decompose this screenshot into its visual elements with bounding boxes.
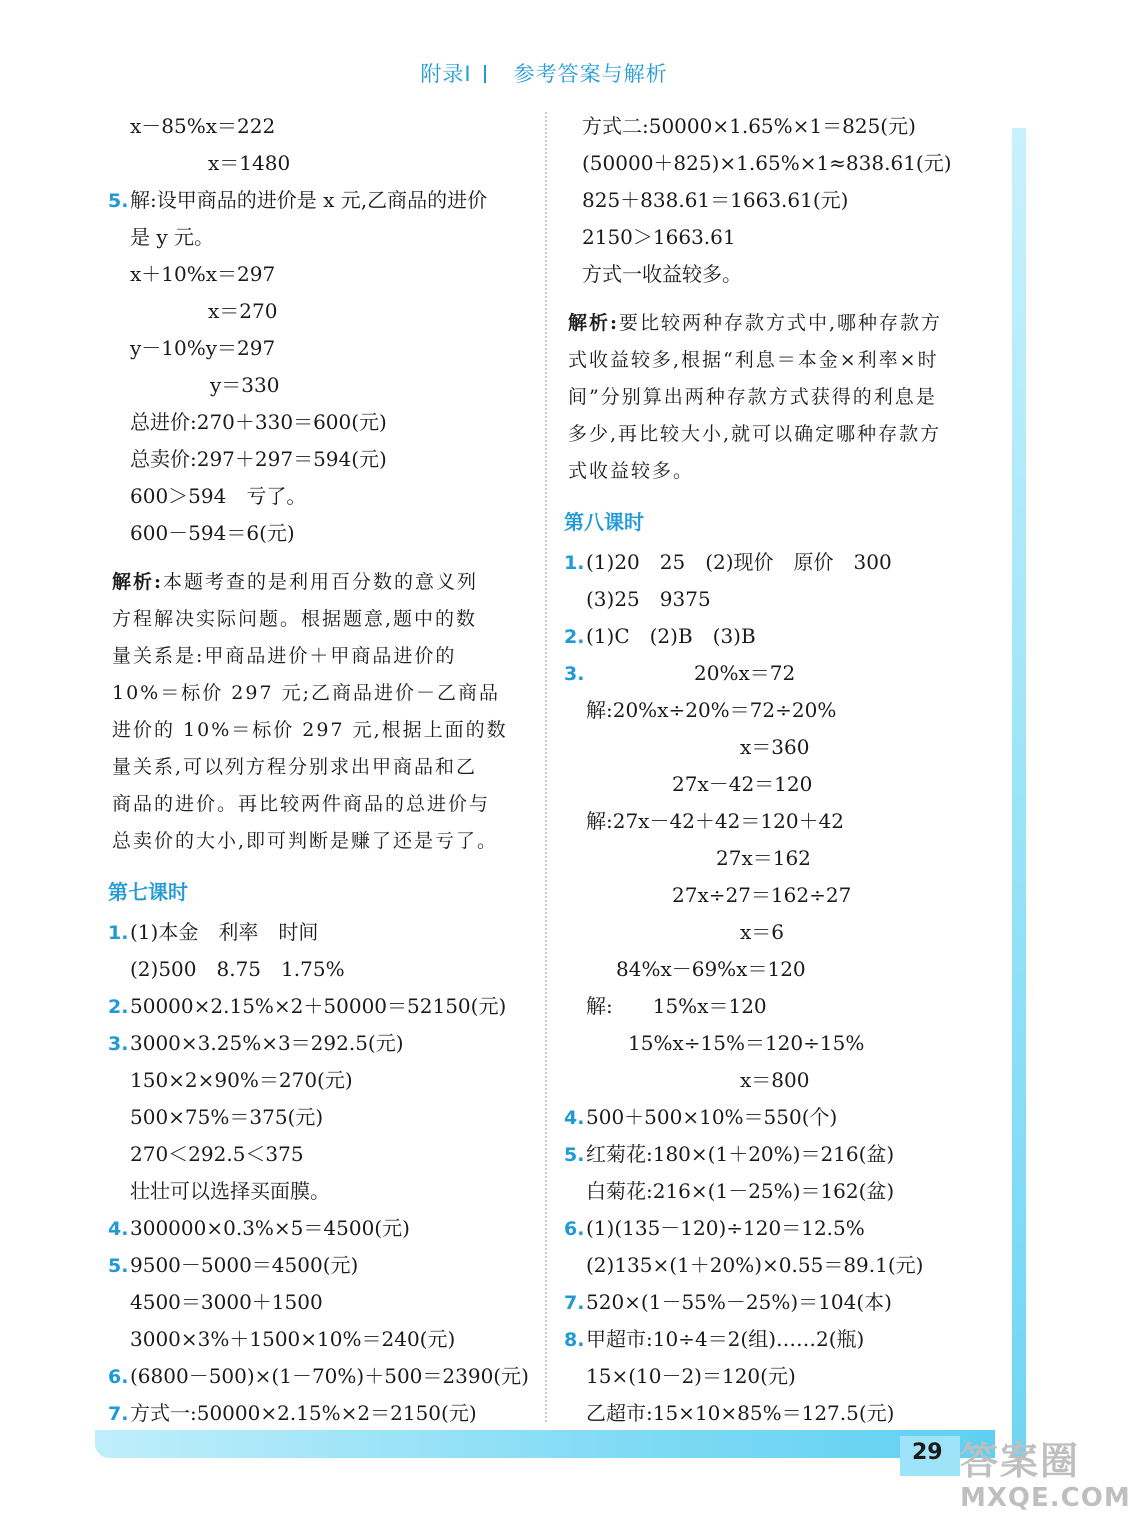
lesson-8-title: 第八课时	[564, 510, 644, 534]
question-number: 2.	[108, 996, 129, 1018]
answer-text: 15×(10－2)＝120(元)	[586, 1364, 796, 1388]
analysis-block	[568, 305, 974, 490]
equation-line: x＝6	[740, 920, 785, 944]
answer-text: (1)C (2)B (3)B	[586, 624, 756, 648]
question-number: 3.	[108, 1033, 129, 1055]
page-header	[0, 58, 1088, 88]
footer-decoration-band	[95, 1430, 995, 1458]
answer-text: (50000＋825)×1.65%×1≈838.61(元)	[582, 151, 952, 175]
answer-text: 825＋838.61＝1663.61(元)	[582, 188, 849, 212]
analysis-line: 多少,再比较大小,就可以确定哪种存款方	[568, 423, 942, 445]
question-number: 7.	[108, 1403, 129, 1425]
equation-line: 解:27x－42＋42＝120＋42	[586, 809, 844, 833]
equation-line: y－10%y＝297	[130, 336, 276, 360]
question-text: 解:设甲商品的进价是 x 元,乙商品的进价	[130, 188, 488, 212]
answer-item	[564, 618, 974, 655]
equation-line: x＝360	[740, 735, 810, 759]
question-text: 是 y 元。	[130, 225, 215, 249]
question-number: 4.	[108, 1218, 129, 1240]
side-decoration-band	[1012, 128, 1026, 1458]
equation-line: x－85%x＝222	[130, 114, 276, 138]
answer-text: 270＜292.5＜375	[130, 1142, 304, 1166]
answer-text: 红菊花:180×(1＋20%)＝216(盆)	[586, 1142, 895, 1166]
equation-line: 600－594＝6(元)	[130, 521, 295, 545]
header-title: 参考答案与解析	[513, 62, 668, 86]
equation-line: y＝330	[210, 373, 280, 397]
answer-item	[564, 655, 974, 692]
left-column	[108, 108, 528, 1432]
equation-line: 27x÷27＝162÷27	[672, 883, 852, 907]
answer-item	[108, 1358, 528, 1395]
answer-item	[108, 1025, 528, 1062]
header-appendix: 附录Ⅰ	[420, 62, 472, 86]
equation-line: 总进价:270＋330＝600(元)	[130, 410, 387, 434]
answer-text: 50000×2.15%×2＋50000＝52150(元)	[130, 994, 507, 1018]
answer-text: (2)135×(1＋20%)×0.55＝89.1(元)	[586, 1253, 924, 1277]
answer-item	[564, 544, 974, 581]
analysis-tag: 解析:	[568, 312, 620, 334]
answer-item	[564, 1321, 974, 1358]
equation-line: 20%x＝72	[694, 661, 796, 685]
analysis-line: 方程解决实际问题。根据题意,题中的数	[112, 608, 478, 630]
right-column	[564, 108, 974, 1432]
answer-text: (1)本金 利率 时间	[130, 920, 319, 944]
question-number: 6.	[564, 1218, 585, 1240]
answer-text: 方式二:50000×1.65%×1＝825(元)	[582, 114, 916, 138]
question-number: 3.	[564, 663, 585, 685]
answer-item	[108, 988, 528, 1025]
analysis-line: 式收益较多,根据“利息＝本金×利率×时	[568, 349, 939, 371]
answer-text: 白菊花:216×(1－25%)＝162(盆)	[586, 1179, 895, 1203]
answer-item	[564, 1099, 974, 1136]
answer-item	[564, 1136, 974, 1173]
watermark-url: MXQE.COM	[960, 1483, 1131, 1513]
analysis-line: 10%＝标价 297 元;乙商品进价－乙商品	[112, 682, 500, 704]
question-number: 7.	[564, 1292, 585, 1314]
analysis-block	[112, 564, 528, 860]
equation-line: 总卖价:297＋297＝594(元)	[130, 447, 387, 471]
analysis-line: 商品的进价。再比较两件商品的总进价与	[112, 793, 491, 815]
answer-item	[108, 1395, 528, 1432]
header-divider	[484, 65, 486, 83]
lesson-7-title: 第七课时	[108, 880, 188, 904]
question-number: 6.	[108, 1366, 129, 1388]
answer-text: 方式一收益较多。	[582, 262, 742, 286]
equation-line: 解: 15%x＝120	[586, 994, 767, 1018]
question-number: 4.	[564, 1107, 585, 1129]
answer-text: (2)500 8.75 1.75%	[130, 957, 345, 981]
question-number: 5.	[564, 1144, 585, 1166]
equation-line: x＝1480	[208, 151, 291, 175]
answer-text: 方式一:50000×2.15%×2＝2150(元)	[130, 1401, 477, 1425]
answer-text: (3)25 9375	[586, 587, 711, 611]
equation-line: 84%x－69%x＝120	[616, 957, 806, 981]
answer-text: 150×2×90%＝270(元)	[130, 1068, 353, 1092]
analysis-line: 量关系是:甲商品进价＋甲商品进价的	[112, 645, 457, 667]
equation-line: 27x＝162	[716, 846, 811, 870]
equation-line: 15%x÷15%＝120÷15%	[628, 1031, 865, 1055]
answer-text: 9500－5000＝4500(元)	[130, 1253, 359, 1277]
watermark-text: 答案圈	[960, 1439, 1081, 1483]
analysis-line: 量关系,可以列方程分别求出甲商品和乙	[112, 756, 478, 778]
watermark-logo	[960, 1430, 1131, 1513]
answer-text: 乙超市:15×10×85%＝127.5(元)	[586, 1401, 895, 1425]
analysis-tag: 解析:	[112, 571, 164, 593]
answer-item	[564, 1210, 974, 1247]
question-number: 2.	[564, 626, 585, 648]
answer-text: 300000×0.3%×5＝4500(元)	[130, 1216, 410, 1240]
question-number: 1.	[564, 552, 585, 574]
question-5	[108, 182, 528, 219]
column-divider	[545, 112, 547, 1422]
analysis-line: 式收益较多。	[568, 460, 695, 482]
answer-item	[108, 1247, 528, 1284]
question-number: 5.	[108, 190, 129, 212]
analysis-line: 总卖价的大小,即可判断是赚了还是亏了。	[112, 830, 499, 852]
answer-text: 2150＞1663.61	[582, 225, 736, 249]
question-number: 8.	[564, 1329, 585, 1351]
answer-item	[108, 1210, 528, 1247]
equation-line: x＋10%x＝297	[130, 262, 276, 286]
answer-text: (1)20 25 (2)现价 原价 300	[586, 550, 892, 574]
answer-text: 500×75%＝375(元)	[130, 1105, 324, 1129]
equation-line: 解:20%x÷20%＝72÷20%	[586, 698, 837, 722]
question-number: 1.	[108, 922, 129, 944]
equation-line: x＝800	[740, 1068, 810, 1092]
question-number: 5.	[108, 1255, 129, 1277]
answer-text: 3000×3%＋1500×10%＝240(元)	[130, 1327, 456, 1351]
answer-text: 520×(1－55%－25%)＝104(本)	[586, 1290, 892, 1314]
answer-item	[108, 914, 528, 951]
analysis-line: 进价的 10%＝标价 297 元,根据上面的数	[112, 719, 508, 741]
equation-line: 27x－42＝120	[672, 772, 813, 796]
equation-line: 600＞594 亏了。	[130, 484, 307, 508]
answer-text: (1)(135－120)÷120＝12.5%	[586, 1216, 865, 1240]
answer-text: 4500＝3000＋1500	[130, 1290, 323, 1314]
analysis-line: 要比较两种存款方式中,哪种存款方	[619, 312, 943, 334]
analysis-line: 间”分别算出两种存款方式获得的利息是	[568, 386, 937, 408]
answer-text: (6800－500)×(1－70%)＋500＝2390(元)	[130, 1364, 529, 1388]
equation-line: x＝270	[208, 299, 278, 323]
page-number: 29	[912, 1440, 943, 1465]
answer-item	[564, 1284, 974, 1321]
answer-text: 500＋500×10%＝550(个)	[586, 1105, 838, 1129]
answer-text: 壮壮可以选择买面膜。	[130, 1179, 330, 1203]
answer-text: 甲超市:10÷4＝2(组)……2(瓶)	[586, 1327, 865, 1351]
analysis-line: 本题考查的是利用百分数的意义列	[163, 571, 479, 593]
answer-text: 3000×3.25%×3＝292.5(元)	[130, 1031, 404, 1055]
